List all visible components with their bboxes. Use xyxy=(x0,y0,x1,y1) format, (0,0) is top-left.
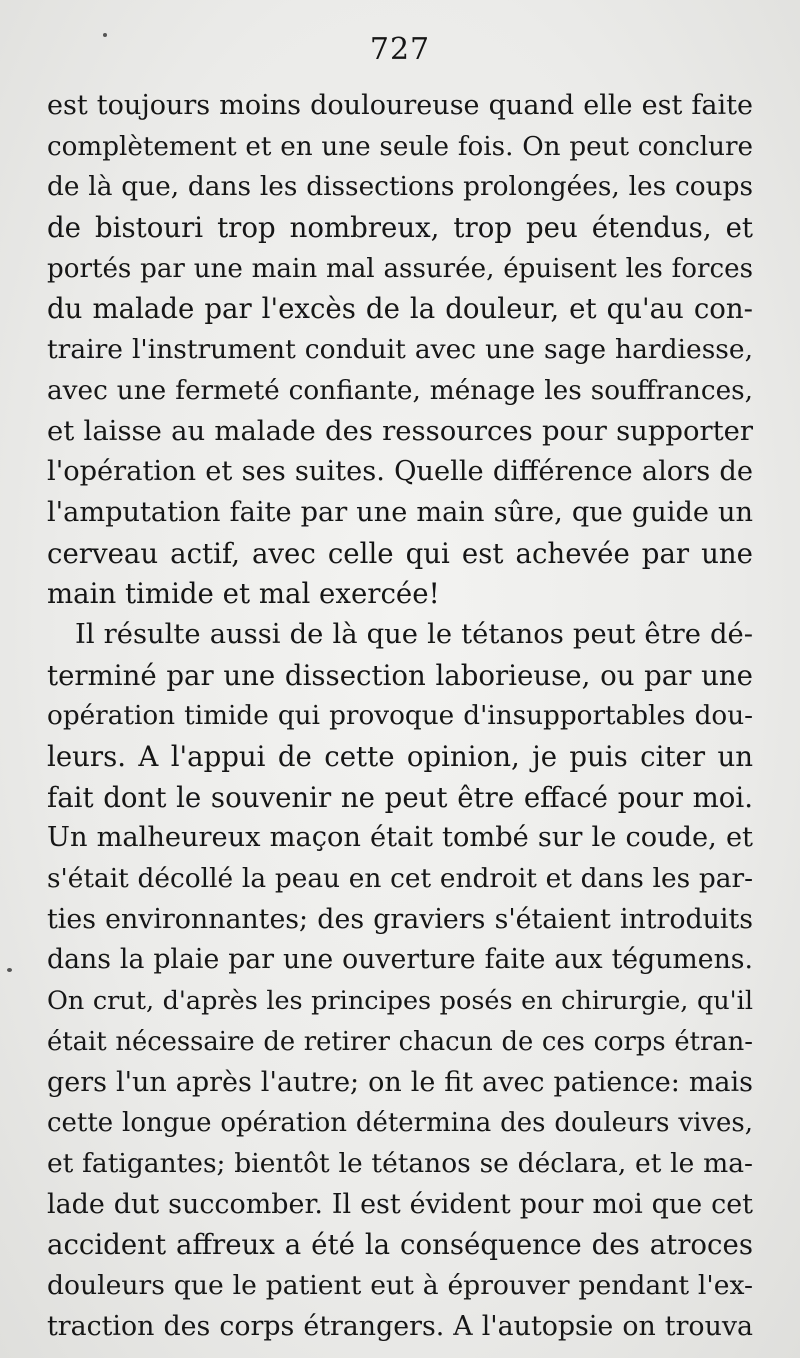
text-line: était nécessaire de retirer chacun de ces corps étran- xyxy=(47,1026,753,1057)
text-line: de bistouri trop nombreux, trop peu étendus, et xyxy=(47,211,753,245)
text-line: lade dut succomber. Il est évident pour moi que cet xyxy=(47,1188,753,1220)
text-line: dans la plaie par une ouverture faite aux tégumens. xyxy=(47,944,753,976)
page-number: 727 xyxy=(369,32,431,67)
body-text xyxy=(47,86,753,1347)
text-line: avec une fermeté confiante, ménage les souffrances, xyxy=(47,375,753,406)
text-line: ties environnantes; des graviers s'étaient introduits xyxy=(47,903,753,935)
text-line: s'était décollé la peau en cet endroit et dans les par- xyxy=(47,864,753,895)
text-line: traire l'instrument conduit avec une sage hardiesse, xyxy=(47,334,753,366)
text-line: terminé par une dissection laborieuse, ou par une xyxy=(47,658,753,692)
text-line: de là que, dans les dissections prolongées, les coups xyxy=(47,172,753,203)
text-line: leurs. A l'appui de cette opinion, je puis citer un xyxy=(47,740,753,773)
text-line: gers l'un après l'autre; on le fit avec patience: mais xyxy=(47,1066,753,1098)
text-line: l'amputation faite par une main sûre, que guide un xyxy=(47,496,753,528)
text-line: complètement et en une seule fois. On peut conclure xyxy=(47,131,753,162)
text-line: l'opération et ses suites. Quelle différence alors de xyxy=(47,456,753,488)
paper-speck xyxy=(7,968,12,972)
text-line: Un malheureux maçon était tombé sur le coude, et xyxy=(47,822,753,854)
text-line: portés par une main mal assurée, épuisent les forces xyxy=(47,253,753,284)
text-line: traction des corps étrangers. A l'autopsie on trouva xyxy=(47,1310,753,1342)
text-line: cerveau actif, avec celle qui est achevée par une xyxy=(47,536,753,570)
text-line-paragraph-start: Il résulte aussi de là que le tétanos peut être dé- xyxy=(75,618,753,650)
text-line: du malade par l'excès de la douleur, et qu'au con- xyxy=(47,292,753,326)
text-line: accident affreux a été la conséquence des atroces xyxy=(47,1228,753,1262)
text-line: douleurs que le patient eut à éprouver pendant l'ex- xyxy=(47,1269,753,1301)
text-line: fait dont le souvenir ne peut être effacé pour moi. xyxy=(47,780,753,814)
text-line: et fatigantes; bientôt le tétanos se déclara, et le ma- xyxy=(47,1147,753,1179)
text-line: On crut, d'après les principes posés en chirurgie, qu'il xyxy=(47,986,753,1017)
text-line: opération timide qui provoque d'insupportables dou- xyxy=(47,701,753,732)
text-line: et laisse au malade des ressources pour supporter xyxy=(47,415,753,447)
text-line: cette longue opération détermina des douleurs vives, xyxy=(47,1108,753,1139)
paper-speck xyxy=(103,33,107,37)
text-line: est toujours moins douloureuse quand elle est faite xyxy=(47,90,753,121)
text-line-paragraph-end: main timide et mal exercée! xyxy=(47,577,440,611)
